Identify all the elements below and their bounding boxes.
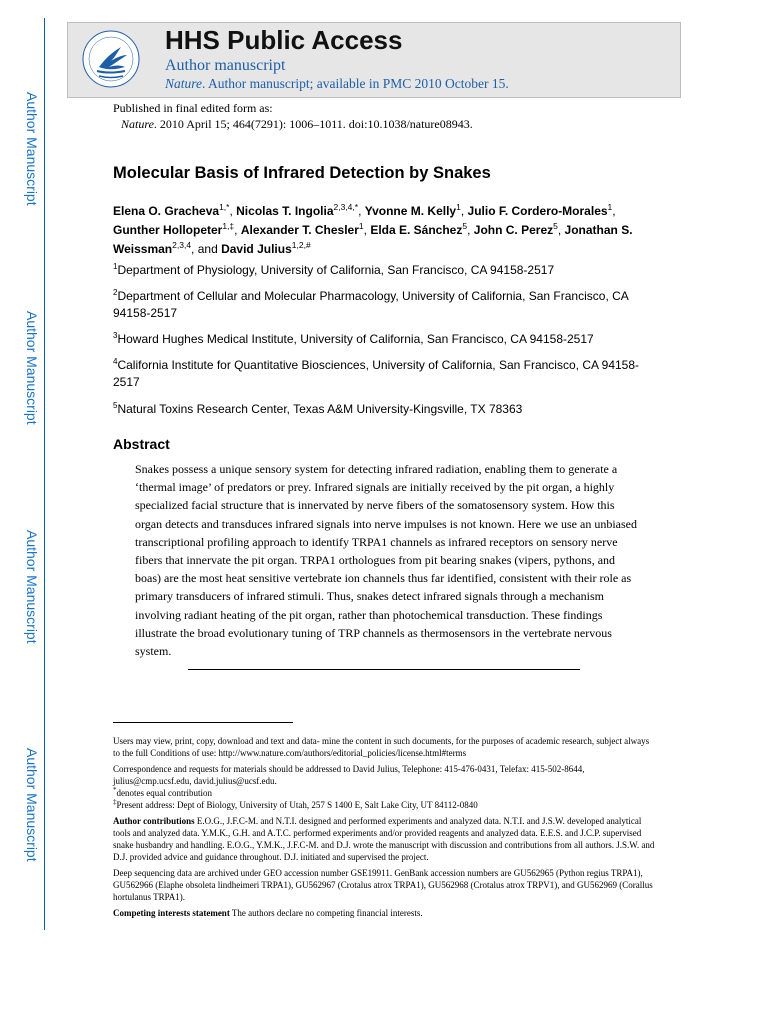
author-affiliation-marker: 2,3,4,* bbox=[333, 202, 359, 212]
affiliation-text: Department of Cellular and Molecular Pharmacology, University of California, San Francisco, CA 94158-2517 bbox=[113, 289, 629, 320]
footnote-competing-label: Competing interests statement bbox=[113, 908, 230, 918]
author-affiliation-marker: 1,‡ bbox=[222, 221, 235, 231]
author-separator: , and bbox=[191, 242, 222, 256]
footnote-equal-text: denotes equal contribution bbox=[116, 788, 212, 798]
brand-title: HHS Public Access bbox=[165, 25, 403, 55]
side-label-author-manuscript: Author Manuscript bbox=[24, 530, 40, 644]
footnote-contrib-text: E.O.G., J.F.C-M. and N.T.I. designed and performed experiments and analyzed data. N.T.I. and J.S.W. developed analytical tools and analyzed data. Y.M.K., G.H. and A.T.C. performed experiments and/or provided reagents and analyzed data. E.E.S. and J.C.P. supervised snake husbandry and handling. E.O.G., Y.M.K., J.F.C-M. and D.J. wrote the manuscript with discussion and contributions from all authors. J.S.W. and D.J. provided advice and guidance throughout. D.J. initiated and supervised the project. bbox=[113, 816, 655, 862]
author-separator: , bbox=[234, 223, 241, 237]
footnote-competing bbox=[113, 907, 658, 919]
author-list bbox=[113, 202, 658, 259]
availability-line bbox=[165, 76, 509, 92]
published-label: Published in final edited form as: bbox=[113, 101, 273, 115]
author-name: Jonathan S. Weissman bbox=[113, 223, 633, 256]
author-affiliation-marker: 5 bbox=[462, 221, 468, 231]
author-separator: , bbox=[229, 204, 237, 218]
author-separator: , bbox=[358, 204, 365, 218]
footnote-correspondence: Correspondence and requests for materials should be addressed to David Julius, Telephone: 415-476-0431, Telefax: 415-502-8644, julius@cmp.ucsf.edu, david.julius@ucsf.edu. bbox=[113, 764, 585, 786]
author-separator: , bbox=[363, 223, 371, 237]
author-separator: , bbox=[612, 204, 616, 218]
abstract-divider bbox=[188, 669, 580, 670]
affiliation-marker: 3 bbox=[113, 331, 118, 340]
footnote-equal bbox=[113, 787, 658, 799]
author-affiliation-marker: 1,* bbox=[219, 202, 230, 212]
affiliation bbox=[113, 401, 661, 418]
affiliation-text: Natural Toxins Research Center, Texas A&M University-Kingsville, TX 78363 bbox=[117, 402, 523, 416]
abstract-heading: Abstract bbox=[113, 436, 170, 452]
author-name: Elena O. Gracheva bbox=[113, 204, 220, 218]
author-name: Elda E. Sánchez bbox=[370, 223, 463, 237]
author-name: David Julius bbox=[221, 242, 292, 256]
affiliation bbox=[113, 357, 661, 391]
author-name: John C. Perez bbox=[473, 223, 554, 237]
author-separator: , bbox=[460, 204, 468, 218]
citation-details: . 2010 April 15; 464(7291): 1006–1011. doi:10.1038/nature08943. bbox=[153, 117, 473, 131]
affiliation-marker: 1 bbox=[113, 262, 118, 271]
author-name: Alexander T. Chesler bbox=[240, 223, 359, 237]
author-affiliation-marker: 5 bbox=[553, 221, 558, 231]
footnote-terms: Users may view, print, copy, download and text and data- mine the content in such documents, for the purposes of academic research, subject always to the full Conditions of use: http://www.nature.com/authors/editorial_policies/license.html#terms bbox=[113, 736, 650, 758]
citation bbox=[113, 116, 473, 132]
footnote-contrib-label: Author contributions bbox=[113, 816, 195, 826]
availability-text: . Author manuscript; available in PMC 2010 October 15. bbox=[202, 76, 509, 91]
author-affiliation-marker: 1 bbox=[456, 202, 461, 212]
affiliation-text: California Institute for Quantitative Biosciences, University of California, San Francisco, CA 94158-2517 bbox=[113, 358, 640, 389]
author-name: Gunther Hollopeter bbox=[113, 223, 223, 237]
affiliation-marker: 5 bbox=[113, 401, 118, 410]
affiliation bbox=[113, 288, 661, 322]
footnote-present-text: Present address: Dept of Biology, University of Utah, 257 S 1400 E, Salt Lake City, UT 84112-0840 bbox=[116, 800, 478, 810]
journal-name: Nature bbox=[165, 76, 202, 91]
author-name: Nicolas T. Ingolia bbox=[236, 204, 334, 218]
footnotes bbox=[113, 735, 658, 923]
margin-rule bbox=[44, 18, 45, 930]
footnote-competing-text: The authors declare no competing financial interests. bbox=[229, 908, 423, 918]
footnote-divider bbox=[113, 722, 293, 723]
author-affiliation-marker: 1 bbox=[358, 221, 364, 231]
footnote-contributions bbox=[113, 815, 658, 863]
affiliation-marker: 2 bbox=[113, 288, 118, 297]
author-affiliation-marker: 1,2,# bbox=[291, 240, 311, 250]
author-name: Julio F. Cordero-Morales bbox=[467, 204, 608, 218]
brand-subtitle: Author manuscript bbox=[165, 57, 286, 74]
published-in bbox=[113, 100, 473, 132]
citation-journal: Nature bbox=[121, 117, 154, 131]
abstract-text: Snakes possess a unique sensory system for detecting infrared radiation, enabling them to generate a ‘thermal image’ of predators or prey. Infrared signals are initially received by the pit organ, a highly specialized facial structure that is innervated by nerve fibers of the somatosensory system. How this organ detects and transduces infrared signals into nerve impulses is not known. Here we use an unbiased transcriptional profiling approach to identify TRPA1 channels as infrared receptors on sensory nerve fibers that innervate the pit organ. TRPA1 orthologues from pit bearing snakes (vipers, pythons, and boas) are the most heat sensitive vertebrate ion channels thus far identified, consistent with their role as primary transducers of infrared stimuli. Thus, snakes detect infrared signals through a mechanism involving radiant heating of the pit organ, rather than photochemical transduction. These findings illustrate the broad evolutionary tuning of TRP channels as thermosensors in the vertebrate nervous system. bbox=[135, 462, 637, 659]
author-name: Yvonne M. Kelly bbox=[364, 204, 457, 218]
footnote-present-address bbox=[113, 799, 658, 811]
author-separator: , bbox=[557, 223, 565, 237]
footnote-marker: ‡ bbox=[113, 798, 117, 806]
affiliation-text: Howard Hughes Medical Institute, University of California, San Francisco, CA 94158-2517 bbox=[117, 332, 594, 346]
affiliation bbox=[113, 331, 661, 348]
affiliation-text: Department of Physiology, University of California, San Francisco, CA 94158-2517 bbox=[117, 263, 555, 277]
article-title: Molecular Basis of Infrared Detection by Snakes bbox=[113, 164, 491, 182]
hhs-eagle-logo bbox=[81, 29, 141, 89]
author-affiliation-marker: 2,3,4 bbox=[172, 240, 192, 250]
side-label-author-manuscript: Author Manuscript bbox=[24, 311, 40, 425]
author-affiliation-marker: 1 bbox=[607, 202, 613, 212]
side-label-author-manuscript: Author Manuscript bbox=[24, 92, 40, 206]
side-label-author-manuscript: Author Manuscript bbox=[24, 748, 40, 862]
footnote-marker: * bbox=[113, 786, 117, 794]
hhs-header-banner bbox=[67, 22, 681, 98]
footnote-data: Deep sequencing data are archived under GEO accession number GSE19911. GenBank accession numbers are GU562965 (Python regius TRPA1), GU562966 (Elaphe obsoleta lindheimeri TRPA1), GU562967 (Crotalus atrox TRPA1), GU562968 (Crotalus atrox TRPV1), and GU562969 (Corallus hortulanus TRPA1). bbox=[113, 868, 653, 902]
affiliation-marker: 4 bbox=[113, 357, 118, 366]
author-separator: , bbox=[467, 223, 474, 237]
affiliation bbox=[113, 262, 661, 279]
